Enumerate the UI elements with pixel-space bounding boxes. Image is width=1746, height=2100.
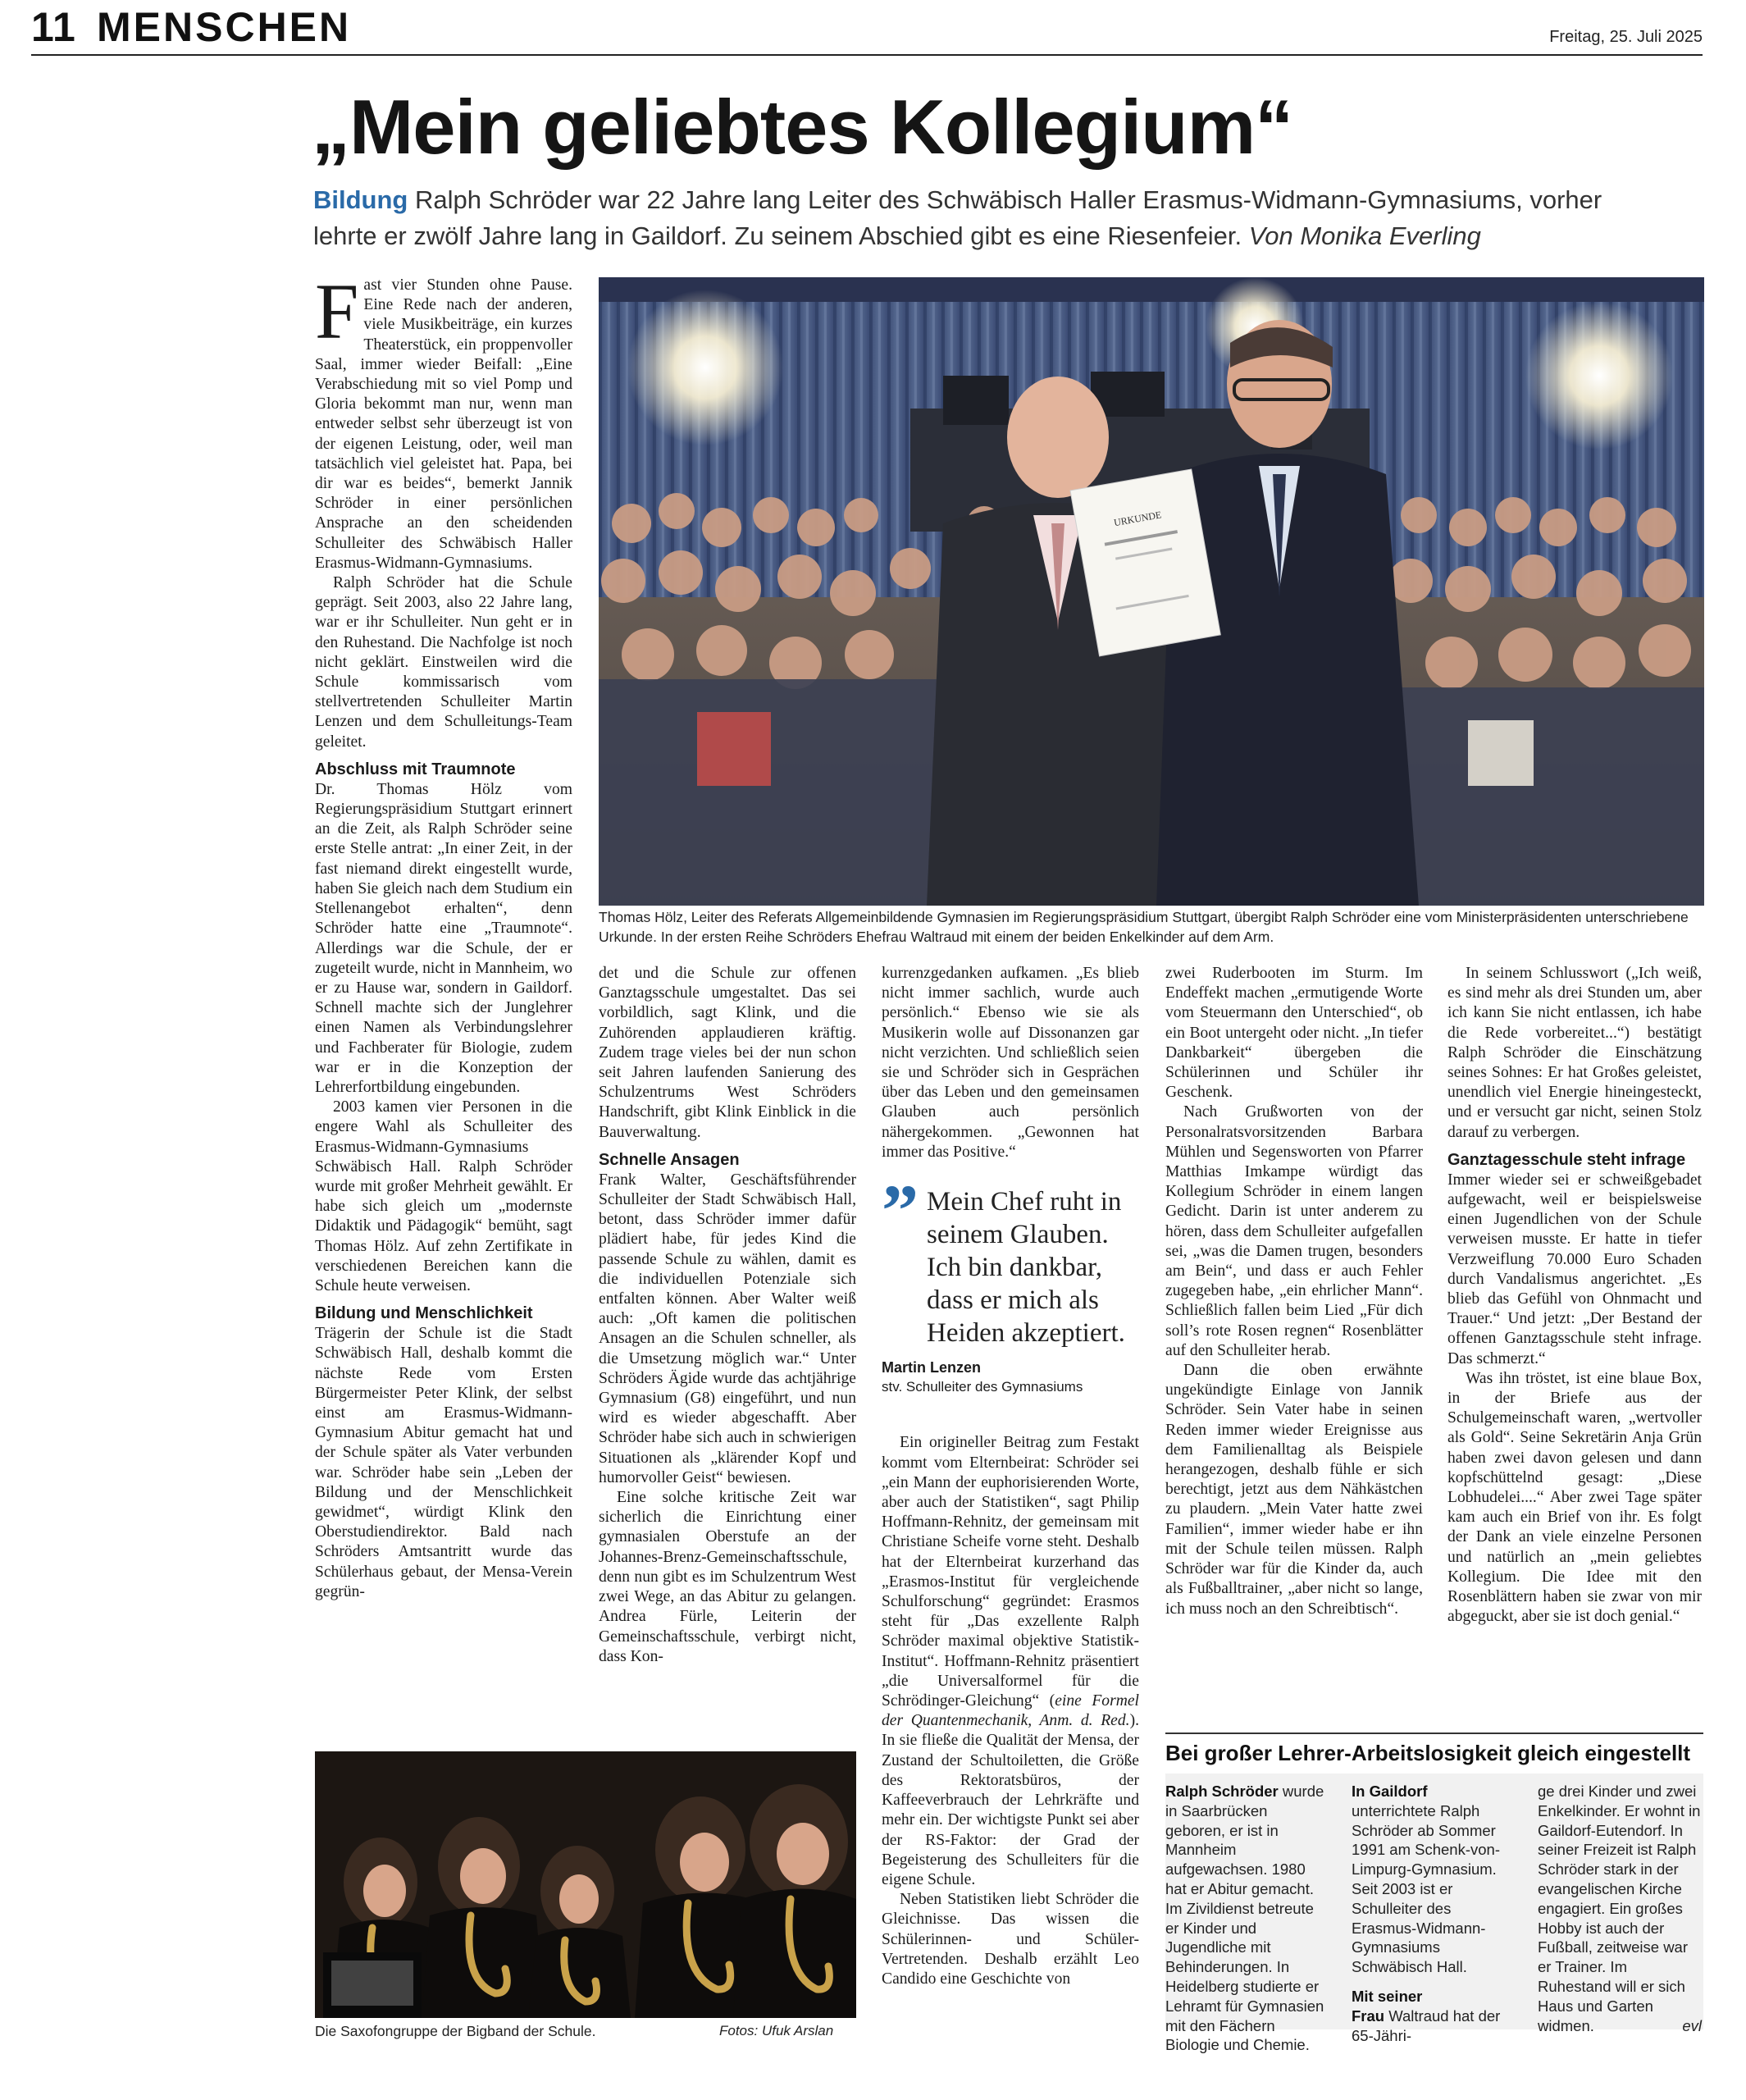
issue-date: Freitag, 25. Juli 2025: [1549, 28, 1703, 46]
infobox-lead: Mit seiner Frau: [1352, 1987, 1423, 2025]
infobox-text: unterrichtete Ralph Schröder ab Sommer 1991 am Schenk-von-Limpurg-Gymnasium. Seit 2003 ist er Schulleiter des Erasmus-Widmann-Gymnasiums Schwäbisch Hall.: [1352, 1801, 1500, 1976]
quote-mark-icon: ”: [882, 1171, 919, 1253]
infobox-text: Waltraud hat der 65-Jähri-: [1352, 2006, 1501, 2044]
infobox-text: ge drei Kinder und zwei Enkelkinder. Er wohnt in Gaildorf-Eutendorf. In seiner Freizeit ist Ralph Schröder stark in der evangelischen Kirche engagiert. Ein großes Hobby ist auch der Fußball, zeitweise war er Trainer. Im Ruhestand will er sich Haus und Garten widmen.: [1538, 1783, 1701, 2034]
paragraph: 2003 kamen vier Personen in die engere Wahl als Schulleiter des Erasmus-Widmann-Gymnasiums Schwäbisch Hall. Ralph Schröder wurde mit großer Mehrheit gewählt. Er habe sich gleich um „modernste Didaktik und Pädagogik“ bemüht, sagt Thomas Hölz. Auf zehn Zertifikate in verschiedenen Bereichen kann die Schule heute verweisen.: [315, 1098, 572, 1294]
author-tag: evl: [1682, 2016, 1702, 2034]
paragraph: Neben Statistiken liebt Schröder die Gleichnisse. Das wissen die Schülerinnen- und Schüler-Vertretenden. Deshalb erzählt Leo Candido eine Geschichte von: [882, 1891, 1139, 1988]
kicker: Bildung: [313, 185, 408, 214]
header-rule: [31, 54, 1703, 56]
subheadline: [313, 182, 1666, 254]
paragraph: det und die Schule zur offenen Ganztagsschule umgestaltet. Das sei vorbildlich, sagt Klink, und die Zuhörenden applaudieren kräftig. Zudem trage vieles bei der nun schon seit Jahren laufenden Sanierung des Schulzentrums West Schröders Handschrift, gibt Klink Einblick in die Bauverwaltung.: [599, 965, 856, 1141]
main-photo: [599, 277, 1704, 906]
paragraph: Frank Walter, Geschäftsführender Schulleiter der Stadt Schwäbisch Hall, betont, dass Schröder immer dafür plädiert habe, für jedes Kind die passende Schule zu wählen, damit es die individuellen Potenziale sich entfalten können. Aber Walter weiß auch: „Oft kamen die politischen Ansagen an die Schulen schneller, als die Umsetzung möglich war.“ Unter Schröders Ägide wurde das achtjährige Gymnasium (G8) eingeführt, und nun wird es wieder abgeschafft. Aber Schröder habe sich auch in schwierigen Situationen als „klärender Kopf und humorvoller Geist“ bewiesen.: [599, 1171, 856, 1486]
paragraph: Dr. Thomas Hölz vom Regierungspräsidium Stuttgart erinnert an die Zeit, als Ralph Schröder seine erste Stelle antrat: „In einer Zeit, in der fast niemand direkt eingestellt wurde, haben Sie gleich nach dem Studium ein Stellenangebot erhalten“, denn Schröder hatte eine „Traumnote“. Allerdings war die Schule, der er zugeteilt wurde, nicht in Mannheim, wo er zu Hause war, sondern in Gaildorf. Schnell machte sich der Junglehrer einen Namen als Verbindungslehrer und Fachberater für Biologie, zudem war er in die Konzeption der Lehrerfortbildung eingebunden.: [315, 780, 572, 1096]
pull-quote: [882, 1171, 1139, 1397]
paragraph: ast vier Stunden ohne Pause. Eine Rede nach der anderen, viele Musikbeiträge, ein kurzes Theaterstück, ein proppenvoller Saal, immer wieder Beifall: „Eine Verabschiedung mit so viel Pomp und Gloria bekommt man nur, wenn man entweder selbst sehr überzeugt ist von der eigenen Leistung, oder, weil man tatsächlich viel geleistet hat. Papa, bei dir war es beides“, bemerkt Jannik Schröder in einer persönlichen Ansprache an den scheidenden Schulleiter des Schwäbisch Haller Erasmus-Widmann-Gymnasiums.: [315, 276, 572, 572]
quote-author: Martin Lenzen: [882, 1359, 982, 1376]
article-column-2: [599, 964, 856, 1667]
article-column-4: [1165, 964, 1423, 1619]
paragraph: Ralph Schröder hat die Schule geprägt. Seit 2003, also 22 Jahre lang, war er ihr Schulleiter. Nun geht er in den Ruhestand. Die Nachfolge ist noch nicht geklärt. Einstweilen wird die Schule kommissarisch vom stellvertretenden Schulleiter Martin Lenzen und dem Schulleitungs-Team geleitet.: [315, 574, 572, 751]
photo-credit: Fotos: Ufuk Arslan: [719, 2023, 834, 2038]
paragraph: Immer wieder sei er schweißgebadet aufgewacht, weil er beispielsweise einen Jugendlichen von der Schule verweisen musste. Er hatte in tiefer Verzweiflung 70.000 Euro Schaden durch Vandalismus angerichtet. „Es blieb das Gefühl von Ohnmacht und Trauer.“ Und jetzt: „Der Bestand der offenen Ganztagsschule steht infrage. Das schmerzt.“: [1447, 1171, 1702, 1367]
drop-cap: F: [315, 267, 359, 355]
infobox-column-3: [1538, 1782, 1702, 2035]
paragraph: In seinem Schlusswort („Ich weiß, es sind mehr als drei Stunden um, aber ich kann Sie nicht entlassen, ich habe die Rede vorbereitet...“) bestätigt Ralph Schröder die Einschätzung seines Sohnes: Er hat Großes geleistet, unendlich viel Energie hineingesteckt, und er versucht gar nicht, seinen Stolz darauf zu verbergen.: [1447, 965, 1702, 1141]
infobox-title: Bei großer Lehrer-Arbeitslosigkeit gleich eingestellt: [1165, 1741, 1691, 1765]
main-photo-caption: Thomas Hölz, Leiter des Referats Allgemeinbildende Gymnasien im Regierungspräsidium Stuttgart, übergibt Ralph Schröder eine vom Ministerpräsidenten unterschriebene Urkunde. In der ersten Reihe Schröders Ehefrau Waltraud mit einem der beiden Enkelkinder auf dem Arm.: [599, 909, 1689, 945]
article-column-3: [882, 964, 1139, 1989]
article-column-5: [1447, 964, 1702, 1628]
certificate-label: URKUNDE: [1113, 509, 1163, 529]
article-column-1: [315, 267, 572, 1602]
pull-quote-text: Mein Chef ruht in seinem Glauben. Ich bin dankbar, dass er mich als Heiden akzeptiert.: [927, 1187, 1125, 1349]
bigband-caption: Die Saxofongruppe der Bigband der Schule.: [315, 2023, 596, 2039]
quote-role: stv. Schulleiter des Gymnasiums: [882, 1379, 1083, 1395]
infobox-lead: Ralph Schröder: [1165, 1783, 1279, 1800]
subhead-text: Ralph Schröder war 22 Jahre lang Leiter des Schwäbisch Haller Erasmus-Widmann-Gymnasiums, vorher lehrte er zwölf Jahre lang in Gaildorf. Zu seinem Abschied gibt es eine Riesenfeier.: [313, 185, 1602, 250]
paragraph: Dann die oben erwähnte ungekündigte Einlage von Jannik Schröder. Sein Vater habe in seinen Reden immer wieder Ereignisse aus dem Familienalltag als Beispiele herangezogen, deshalb fühle er sich berechtigt, jetzt aus dem Nähkästchen zu plaudern. „Mein Vater hatte zwei Familien“, immer wieder habe er ihn mit der Schule teilen müssen. Ralph Schröder war für die Kinder da, auch als Fußballtrainer, „aber nicht so lange, ich muss noch an den Schreibtisch“.: [1165, 1362, 1423, 1618]
infobox-text: wurde in Saarbrücken geboren, er ist in Mannheim aufgewachsen. 1980 hat er Abitur gemacht. Im Zivildienst betreute er Kinder und Jugendliche mit Behinderungen. In Heidelberg studierte er Lehramt für Gymnasien mit den Fächern Biologie und Chemie.: [1165, 1783, 1324, 2054]
byline: Von Monika Everling: [1248, 221, 1481, 250]
headline: „Mein geliebtes Kollegium“: [312, 84, 1293, 170]
paragraph: zwei Ruderbooten im Sturm. Im Endeffekt machen „ermutigende Worte vom Steuermann den Unterschied“, ob ein Boot untergeht oder nicht. „In tiefer Dankbarkeit“ übergeben die Schülerinnen und Schüler ihr Geschenk.: [1165, 965, 1423, 1102]
paragraph: Was ihn tröstet, ist eine blaue Box, in der Briefe aus der Schulgemeinschaft waren, „wertvoller als Gold“. Seine Sekretärin Anja Grün haben zwei davon gelesen und dann kopfschüttelnd gesagt: „Diese Lobhudelei....“ Aber zwei Tage später kam auch ein Brief von ihr. Es folgt der Dank an viele einzelne Personen und natürlich an „mein geliebtes Kollegium. Die Idee mit den Rosenblättern haben sie zwar von mir abgeguckt, aber sie ist doch genial.“: [1447, 1369, 1702, 1626]
paragraph: kurrenzgedanken aufkamen. „Es blieb nicht immer sachlich, wurde auch persönlich.“ Ebenso wie sie als Musikerin wolle auf Dissonanzen gar nicht verzichten. Und schließlich seien sie und Schröder sich in Gesprächen über das Leben und den gemeinsamen Glauben auch persönlich nähergekommen. „Gewonnen hat immer das Positive.“: [882, 965, 1139, 1161]
paragraph: Trägerin der Schule ist die Stadt Schwäbisch Hall, deshalb kommt die nächste Rede vom Ersten Bürgermeister Peter Klink, der selbst einst am Erasmus-Widmann-Gymnasium Abitur gemacht hat und der Schule später als Vater verbunden war. Schröder habe sein „Leben der Bildung und der Menschlichkeit gewidmet“, würdigt Klink den Oberstudiendirektor. Bald nach Schröders Amtsantritt wurde das Schülerhaus gebaut, der Mensa-Verein gegrün-: [315, 1325, 572, 1600]
page-number: 11: [31, 4, 76, 50]
infobox-column-1: [1165, 1782, 1329, 2055]
subheading: Abschluss mit Traumnote: [315, 760, 516, 778]
bigband-photo: [315, 1751, 856, 2018]
paragraph: Eine solche kritische Zeit war sicherlich die Einrichtung einer gymnasialen Oberstufe an der Johannes-Brenz-Gemeinschaftsschule, denn nun gibt es im Schulzentrum West zwei Wege, an das Abitur zu gelangen. Andrea Fürle, Leiterin der Gemeinschaftsschule, verbirgt nicht, dass Kon-: [599, 1489, 856, 1665]
subheading: Schnelle Ansagen: [599, 1150, 740, 1169]
paragraph: Nach Grußworten von der Personalratsvorsitzenden Barbara Mühlen und Segensworten von Pfarrer Matthias Imkampe würdigt das Kollegium Schröder in einem langen Gedicht. Darin ist unter anderem zu hören, dass dem Schulleiter aufgefallen sei, „was die Damen trugen, besonders am Bein“, und dass er auch Fehler zugegeben habe, „ein ehrlicher Mann“. Schließlich fallen beim Lied „Für dich soll’s rote Rosen regnen“ Rosenblätter auf den Schulleiter herab.: [1165, 1103, 1423, 1359]
subheading: Ganztagesschule steht infrage: [1447, 1150, 1686, 1169]
infobox-column-2: [1352, 1782, 1516, 2045]
subheading: Bildung und Menschlichkeit: [315, 1304, 533, 1323]
paragraph: Ein origineller Beitrag zum Festakt kommt vom Elternbeirat: Schröder sei „ein Mann der euphorisierenden Worte, aber auch der Statistiken“, sagt Philip Hoffmann-Rehnitz, der gemeinsam mit Christiane Scheife vorne steht. Deshalb hat der Elternbeirat kurzerhand das „Erasmos-Institut für vergleichende Schulforschung“ gegründet: Erasmos steht für „Das exzellente Ralph Schröder maximal objektive Statistik-Institut“. Hoffmann-Rehnitz präsentiert „die Universalformel für die Schrödinger-Gleichung“ (eine Formel der Quantenmechanik, Anm. d. Red.). In sie fließe die Qualität der Mensa, der Zustand der Schultoiletten, die Größe des Rektoratsbüros, der Kaffeeverbrauch der Lehrkräfte und mehr ein. Der wichtigste Punkt sei aber der RS-Faktor: der Grad der Begeisterung des Schulleiters für die eigene Schule.: [882, 1434, 1140, 1888]
section-title: MENSCHEN: [97, 4, 352, 50]
infobox-top-rule: [1165, 1732, 1703, 1734]
infobox-lead: In Gaildorf: [1352, 1783, 1428, 1800]
